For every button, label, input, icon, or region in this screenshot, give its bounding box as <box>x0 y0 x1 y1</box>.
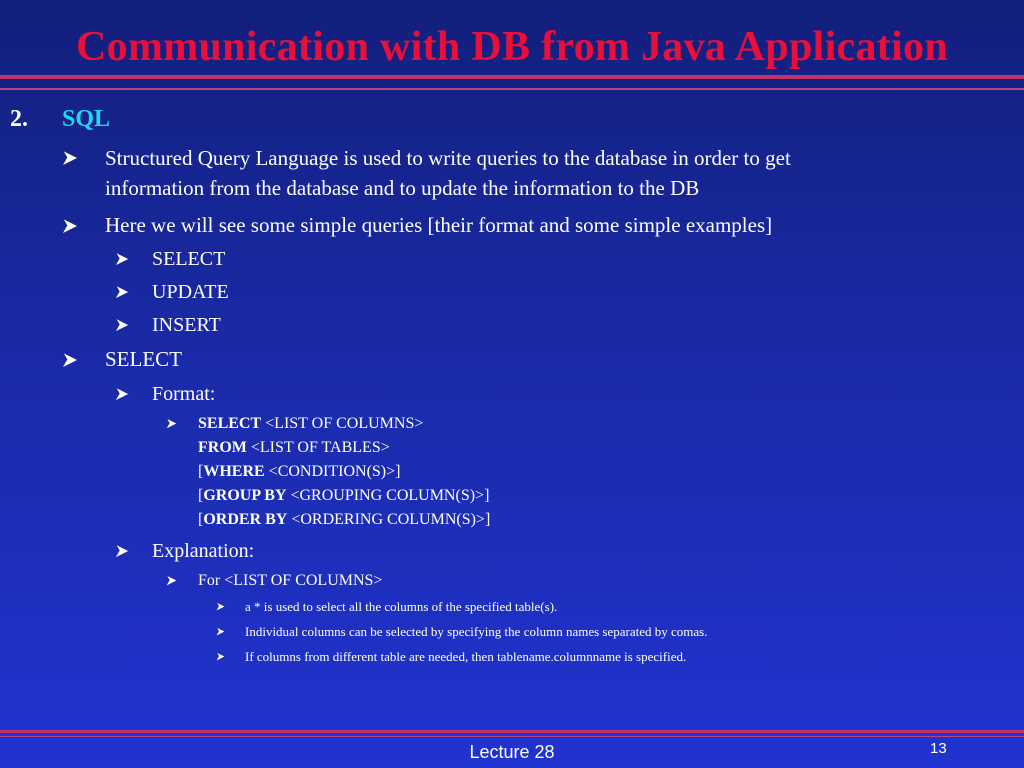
keyword-where: WHERE <box>203 463 265 480</box>
arrowhead-bullet-icon <box>166 575 177 586</box>
subbullet-explanation: Explanation: <box>152 540 255 562</box>
keyword-group-by: GROUP BY <box>203 487 287 504</box>
format-order-line <box>198 508 490 532</box>
bracket-open: [ <box>198 511 204 528</box>
title-divider-thin <box>0 88 1024 90</box>
bracket-open: [ <box>198 487 204 504</box>
bullet-select-heading: SELECT <box>105 347 182 371</box>
arrowhead-bullet-icon <box>216 652 225 661</box>
detail-star-all-columns: a * is used to select all the columns of the specified table(s). <box>245 599 558 614</box>
arrowhead-bullet-icon <box>62 352 78 368</box>
arrowhead-bullet-icon <box>216 627 225 636</box>
bullet-text-line1: Structured Query Language is used to write queries to the database in order to get <box>105 146 791 170</box>
arrowhead-bullet-icon <box>115 318 129 332</box>
format-select-line <box>198 412 490 436</box>
subbullet-format: Format: <box>152 383 216 405</box>
footer-divider-thin <box>0 736 1024 737</box>
subbullet-select: SELECT <box>152 248 226 270</box>
detail-individual-columns: Individual columns can be selected by specifying the column names separated by comas. <box>245 624 708 639</box>
arrowhead-bullet-icon <box>115 252 129 266</box>
arrowhead-bullet-icon <box>115 285 129 299</box>
slide-title: Communication with DB from Java Application <box>75 24 948 70</box>
format-order-rest: <ORDERING COLUMN(S)>] <box>287 511 491 528</box>
bullet-simple-queries: Here we will see some simple queries [their format and some simple examples] <box>105 213 773 237</box>
keyword-select: SELECT <box>198 415 262 432</box>
bullet-sql-definition <box>105 143 791 203</box>
format-group-rest: <GROUPING COLUMN(S)>] <box>286 487 490 504</box>
format-select-rest: <LIST OF COLUMNS> <box>261 415 424 432</box>
arrowhead-bullet-icon <box>115 387 129 401</box>
format-from-line <box>198 436 490 460</box>
detail-multiple-tables: If columns from different table are needed, then tablename.columnname is specified. <box>245 649 687 664</box>
subbullet-insert: INSERT <box>152 314 221 336</box>
format-from-rest: <LIST OF TABLES> <box>246 439 390 456</box>
sql-format-block <box>198 412 490 532</box>
arrowhead-bullet-icon <box>166 418 177 429</box>
arrowhead-bullet-icon <box>115 544 129 558</box>
keyword-from: FROM <box>198 439 247 456</box>
bullet-for-columns: For <LIST OF COLUMNS> <box>198 572 383 589</box>
footer-divider <box>0 730 1024 733</box>
footer-lecture-label: Lecture 28 <box>469 742 555 762</box>
section-number: 2. <box>10 106 28 132</box>
arrowhead-bullet-icon <box>62 218 78 234</box>
title-divider <box>0 75 1024 79</box>
bracket-open: [ <box>198 463 204 480</box>
arrowhead-bullet-icon <box>62 150 78 166</box>
bullet-text-line2: information from the database and to update the information to the DB <box>105 176 700 200</box>
page-number: 13 <box>930 740 947 757</box>
keyword-order-by: ORDER BY <box>203 511 288 528</box>
format-where-line <box>198 460 490 484</box>
subbullet-update: UPDATE <box>152 281 229 303</box>
format-group-line <box>198 484 490 508</box>
arrowhead-bullet-icon <box>216 602 225 611</box>
section-title: SQL <box>62 106 111 132</box>
format-where-rest: <CONDITION(S)>] <box>264 463 401 480</box>
